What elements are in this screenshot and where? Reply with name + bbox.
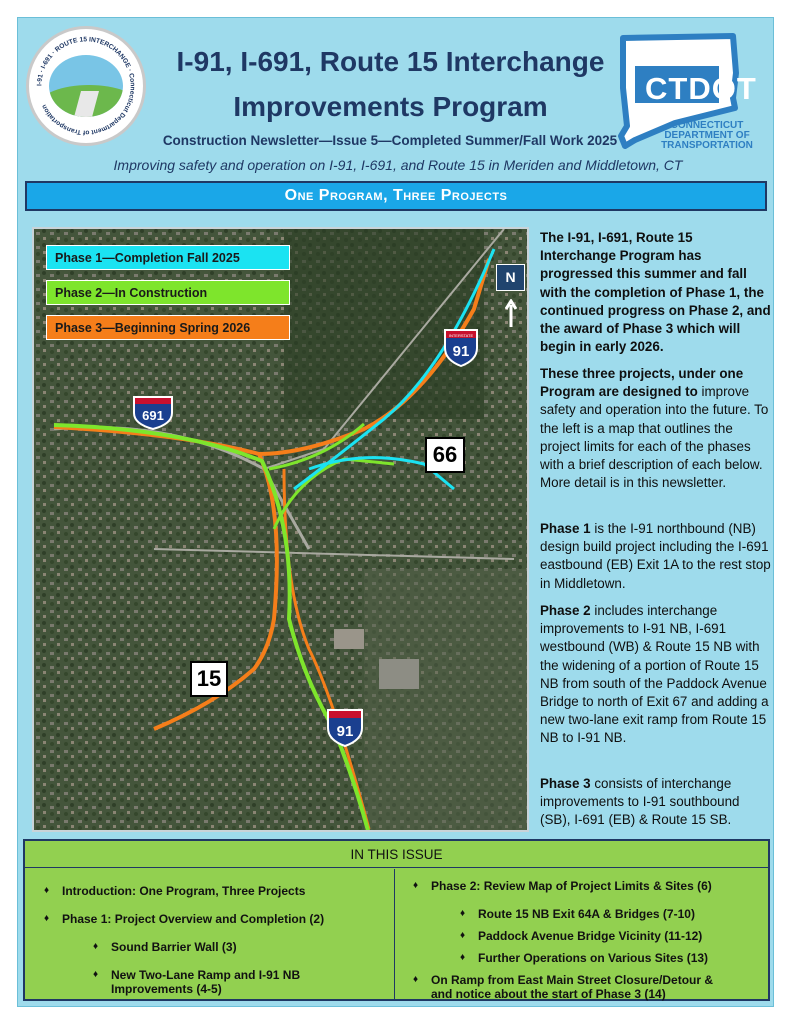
north-arrow-shaft-icon: [505, 299, 517, 327]
phase-2-paragraph: Phase 2 includes interchange improvements to I-91 NB, I-691 westbound (WB) & Route 15 NB with the widening of a portion of Route 15 NB from south of the Paddock Avenue Bridge to north of Exit 67 and adding a new two-lane exit ramp from Route 15 NB to I-91 NB.: [540, 603, 769, 746]
toc-item[interactable]: ♦ On Ramp from East Main Street Closure/Detour & and notice about the start of Phase 3 (14): [413, 973, 714, 1001]
toc-item[interactable]: ♦ Paddock Avenue Bridge Vicinity (11-12): [460, 929, 703, 943]
diamond-bullet-icon: ♦: [93, 941, 99, 952]
in-this-issue-heading: IN THIS ISSUE: [25, 841, 768, 868]
interstate-91-shield-icon: [326, 708, 364, 748]
interstate-691-shield-icon: [132, 395, 174, 431]
diamond-bullet-icon: ♦: [460, 930, 466, 941]
legend-phase-3: Phase 3—Beginning Spring 2026: [46, 315, 290, 340]
north-arrow-icon: N: [496, 264, 525, 291]
program-paragraph: These three projects, under one Program are designed to improve safety and operation into the future. To the left is a map that outlines the project limits for each of the phases with a brief description of each below. More detail is in this newsletter.: [540, 366, 769, 491]
route-66-marker: 66: [425, 437, 465, 473]
toc-item[interactable]: ♦ Further Operations on Various Sites (13): [460, 951, 709, 965]
route-15-marker: 15: [190, 661, 228, 697]
tagline: Improving safety and operation on I-91, I-691, and Route 15 in Meriden and Middletown, CT: [113, 157, 683, 173]
section-banner: One Program, Three Projects: [25, 181, 767, 211]
toc-item[interactable]: ♦ Introduction: One Program, Three Projects: [44, 884, 306, 898]
seal-ring-text: [29, 29, 143, 143]
newsletter-page: [17, 17, 774, 1007]
diamond-bullet-icon: ♦: [44, 885, 50, 896]
interstate-91-shield-icon: [443, 328, 479, 368]
newsletter-subtitle: Construction Newsletter—Issue 5—Completed Summer/Fall Work 2025: [162, 133, 618, 148]
diamond-bullet-icon: ♦: [413, 880, 419, 891]
svg-text:INTERSTATE: INTERSTATE: [448, 333, 474, 338]
issue-right-column: [396, 869, 768, 999]
title-line-2: Improvements Program: [233, 91, 548, 122]
toc-item[interactable]: ♦ Phase 1: Project Overview and Completion (2): [44, 912, 325, 926]
program-seal-logo: [26, 26, 146, 146]
svg-text:691: 691: [142, 408, 164, 423]
diamond-bullet-icon: ♦: [460, 908, 466, 919]
in-this-issue-box: [23, 839, 770, 1001]
phase-1-paragraph: Phase 1 is the I-91 northbound (NB) design build project including the I-691 eastbound (EB) Exit 1A to the rest stop in Middletown.: [540, 521, 771, 591]
svg-text:I-91 · I-691 · ROUTE 15 INTERC: I-91 · I-691 · ROUTE 15 INTERCHANGE · Connecticut Department of Transportation: [36, 36, 136, 136]
ctdot-department-text: CONNECTICUT DEPARTMENT OF TRANSPORTATION: [661, 120, 753, 151]
title-line-1: I-91, I-691, Route 15 Interchange: [176, 46, 605, 77]
toc-item[interactable]: ♦ New Two-Lane Ramp and I-91 NB Improvements (4-5): [93, 968, 301, 996]
toc-item[interactable]: ♦ Phase 2: Review Map of Project Limits & Sites (6): [413, 879, 712, 893]
legend-phase-1: Phase 1—Completion Fall 2025: [46, 245, 290, 270]
issue-left-column: [25, 869, 395, 999]
phase-3-paragraph: Phase 3 consists of interchange improvements to I-91 southbound (SB), I-691 (EB) & Route 15 SB.: [540, 776, 740, 828]
diamond-bullet-icon: ♦: [413, 974, 419, 985]
toc-item[interactable]: ♦ Sound Barrier Wall (3): [93, 940, 237, 954]
ctdot-wordmark: CTDOT: [645, 71, 757, 106]
toc-item[interactable]: ♦ Route 15 NB Exit 64A & Bridges (7-10): [460, 907, 695, 921]
project-limits-map: [32, 227, 529, 832]
svg-text:91: 91: [452, 343, 470, 360]
ctdot-logo: [615, 28, 765, 150]
svg-text:91: 91: [336, 723, 354, 740]
diamond-bullet-icon: ♦: [460, 952, 466, 963]
diamond-bullet-icon: ♦: [93, 969, 99, 980]
diamond-bullet-icon: ♦: [44, 913, 50, 924]
intro-paragraph: The I-91, I-691, Route 15 Interchange Program has progressed this summer and fall with the completion of Phase 1, the continued progress on Phase 2, and the award of Phase 3 which will begin in early 2026.: [540, 230, 771, 355]
legend-phase-2: Phase 2—In Construction: [46, 280, 290, 305]
